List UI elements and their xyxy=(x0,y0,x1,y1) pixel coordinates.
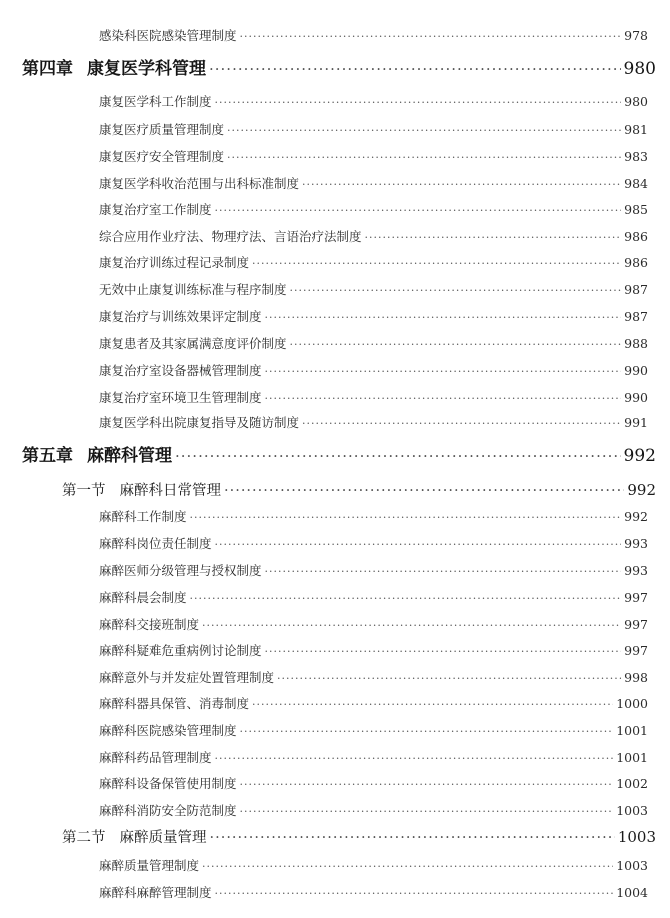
toc-title xyxy=(99,774,237,792)
toc-title xyxy=(99,856,199,874)
toc-title-text: 康复医疗安全管理制度 xyxy=(99,149,225,164)
dot-leader xyxy=(252,257,621,270)
toc-entry[interactable] xyxy=(99,26,648,46)
toc-entry[interactable] xyxy=(99,721,648,741)
toc-title-text: 麻醉科麻醉管理制度 xyxy=(99,885,212,900)
toc-title xyxy=(22,54,206,79)
toc-title xyxy=(99,413,299,431)
page-number: 987 xyxy=(624,309,648,324)
toc-title xyxy=(99,147,224,165)
toc-title-text: 麻醉科消防安全防范制度 xyxy=(99,803,237,818)
page-number: 990 xyxy=(624,363,648,378)
dot-leader xyxy=(365,231,622,244)
page-number: 986 xyxy=(624,255,648,270)
toc-entry[interactable] xyxy=(99,174,648,194)
toc-title-text: 麻醉科日常管理 xyxy=(119,483,221,499)
toc-entry[interactable] xyxy=(99,253,648,273)
page-number: 997 xyxy=(624,617,648,632)
toc-entry[interactable] xyxy=(99,307,648,327)
toc-entry[interactable] xyxy=(99,641,648,661)
dot-leader xyxy=(240,805,614,818)
page-number: 981 xyxy=(624,122,648,137)
page-number: 992 xyxy=(627,481,656,499)
toc-title xyxy=(99,280,287,298)
dot-leader xyxy=(209,60,621,78)
dot-leader xyxy=(210,830,615,846)
toc-entry[interactable] xyxy=(99,588,648,608)
toc-entry[interactable] xyxy=(99,615,648,635)
dot-leader xyxy=(215,204,622,217)
page-number: 986 xyxy=(624,229,648,244)
page-number: 997 xyxy=(624,643,648,658)
toc-chapter[interactable] xyxy=(22,441,656,467)
dot-leader xyxy=(190,511,622,524)
page-number: 1001 xyxy=(616,723,648,738)
toc-entry[interactable] xyxy=(99,120,648,140)
dot-leader xyxy=(265,365,622,378)
toc-title-text: 麻醉科器具保管、消毒制度 xyxy=(99,696,250,711)
toc-entry[interactable] xyxy=(99,413,648,433)
toc-title-text: 康复治疗与训练效果评定制度 xyxy=(99,309,262,324)
toc-title xyxy=(99,534,212,552)
toc-title-text: 康复患者及其家属满意度评价制度 xyxy=(99,336,287,351)
toc-title xyxy=(99,641,262,659)
page-number: 1003 xyxy=(616,858,648,873)
page-number: 1002 xyxy=(616,776,648,791)
page-number: 991 xyxy=(624,415,648,430)
toc-title-text: 麻醉医师分级管理与授权制度 xyxy=(99,563,262,578)
dot-leader xyxy=(190,592,622,605)
toc-entry[interactable] xyxy=(99,280,648,300)
toc-number: 第一节 xyxy=(62,483,106,499)
toc-title-text: 康复治疗室设备器械管理制度 xyxy=(99,363,262,378)
toc-title xyxy=(99,615,199,633)
dot-leader xyxy=(215,96,622,109)
toc-title xyxy=(99,361,262,379)
toc-entry[interactable] xyxy=(99,774,648,794)
dot-leader xyxy=(215,538,622,551)
toc-entry[interactable] xyxy=(99,801,648,821)
toc-title-text: 康复医学科工作制度 xyxy=(99,94,212,109)
dot-leader xyxy=(302,178,621,191)
toc-title-text: 综合应用作业疗法、物理疗法、言语治疗法制度 xyxy=(99,229,362,244)
toc-title xyxy=(99,507,187,525)
toc-title-text: 康复医疗质量管理制度 xyxy=(99,122,225,137)
toc-title xyxy=(99,388,262,406)
dot-leader xyxy=(227,151,621,164)
dot-leader xyxy=(224,483,624,499)
toc-title-text: 麻醉意外与并发症处置管理制度 xyxy=(99,670,275,685)
toc-title xyxy=(99,668,274,686)
toc-title-text: 康复医学科出院康复指导及随访制度 xyxy=(99,415,300,430)
toc-number: 第二节 xyxy=(62,830,106,846)
toc-title xyxy=(99,561,262,579)
toc-title xyxy=(99,253,249,271)
dot-leader xyxy=(265,311,622,324)
toc-title xyxy=(99,883,212,901)
page-number: 993 xyxy=(624,536,648,551)
toc-entry[interactable] xyxy=(99,883,648,903)
page-number: 993 xyxy=(624,563,648,578)
toc-title-text: 康复治疗室工作制度 xyxy=(99,202,212,217)
toc-title-text: 康复医学科管理 xyxy=(87,59,206,79)
dot-leader xyxy=(175,447,621,465)
page-number: 990 xyxy=(624,390,648,405)
page-number: 1001 xyxy=(616,750,648,765)
toc-entry[interactable] xyxy=(99,668,648,688)
dot-leader xyxy=(277,672,621,685)
toc-title xyxy=(99,227,362,245)
toc-title xyxy=(99,92,212,110)
toc-title xyxy=(99,200,212,218)
toc-title xyxy=(99,801,237,819)
toc-title-text: 麻醉科交接班制度 xyxy=(99,617,200,632)
toc-entry[interactable] xyxy=(99,748,648,768)
dot-leader xyxy=(240,778,614,791)
toc-number: 第四章 xyxy=(22,59,73,79)
toc-number: 第五章 xyxy=(22,446,73,466)
page-number: 983 xyxy=(624,149,648,164)
toc-entry[interactable] xyxy=(99,334,648,354)
toc-entry[interactable] xyxy=(99,361,648,381)
toc-title-text: 康复医学科收治范围与出科标准制度 xyxy=(99,176,300,191)
dot-leader xyxy=(215,887,614,900)
toc-title-text: 感染科医院感染管理制度 xyxy=(99,28,237,43)
toc-title xyxy=(99,748,212,766)
toc-title-text: 麻醉科晨会制度 xyxy=(99,590,187,605)
dot-leader xyxy=(302,417,621,430)
toc-title xyxy=(99,334,287,352)
toc-title xyxy=(99,307,262,325)
dot-leader xyxy=(202,619,621,632)
page-number: 1000 xyxy=(616,696,648,711)
toc-title-text: 麻醉质量管理制度 xyxy=(99,858,200,873)
dot-leader xyxy=(202,860,613,873)
dot-leader xyxy=(240,30,622,43)
dot-leader xyxy=(252,698,613,711)
toc-title xyxy=(22,441,172,466)
toc-section[interactable] xyxy=(62,826,656,848)
toc-entry[interactable] xyxy=(99,694,648,714)
toc-entry[interactable] xyxy=(99,200,648,220)
toc-title-text: 麻醉科岗位责任制度 xyxy=(99,536,212,551)
toc-title xyxy=(62,826,207,847)
toc-title xyxy=(99,120,224,138)
toc-entry[interactable] xyxy=(99,92,648,112)
page-number: 1004 xyxy=(616,885,648,900)
toc-chapter[interactable] xyxy=(22,54,656,80)
toc-title-text: 麻醉科设备保管使用制度 xyxy=(99,776,237,791)
page-number: 998 xyxy=(624,670,648,685)
dot-leader xyxy=(240,725,614,738)
page-number: 987 xyxy=(624,282,648,297)
dot-leader xyxy=(265,392,622,405)
page-number: 980 xyxy=(624,94,648,109)
toc-title-text: 无效中止康复训练标准与程序制度 xyxy=(99,282,287,297)
toc-title xyxy=(99,26,237,44)
page-number: 984 xyxy=(624,176,648,191)
toc-title xyxy=(99,588,187,606)
page-number: 978 xyxy=(624,28,648,43)
page-number: 985 xyxy=(624,202,648,217)
page-number: 997 xyxy=(624,590,648,605)
toc-entry[interactable] xyxy=(99,388,648,408)
page-number: 1003 xyxy=(616,803,648,818)
toc-title xyxy=(99,174,299,192)
dot-leader xyxy=(290,338,622,351)
dot-leader xyxy=(265,565,622,578)
page-number: 992 xyxy=(624,509,648,524)
page-number: 980 xyxy=(623,59,656,79)
toc-title xyxy=(99,694,249,712)
dot-leader xyxy=(227,124,621,137)
toc-title xyxy=(62,479,221,500)
toc-title-text: 麻醉质量管理 xyxy=(119,830,207,846)
toc-title-text: 康复治疗训练过程记录制度 xyxy=(99,255,250,270)
toc-title-text: 麻醉科医院感染管理制度 xyxy=(99,723,237,738)
toc-title-text: 麻醉科药品管理制度 xyxy=(99,750,212,765)
dot-leader xyxy=(290,284,622,297)
page-number: 988 xyxy=(624,336,648,351)
page-number: 1003 xyxy=(617,828,656,846)
toc-title-text: 麻醉科疑难危重病例讨论制度 xyxy=(99,643,262,658)
toc-section[interactable] xyxy=(62,479,656,501)
toc-title-text: 麻醉科管理 xyxy=(87,446,172,466)
page-number: 992 xyxy=(623,446,656,466)
toc-title-text: 康复治疗室环境卫生管理制度 xyxy=(99,390,262,405)
toc-entry[interactable] xyxy=(99,534,648,554)
toc-entry[interactable] xyxy=(99,507,648,527)
dot-leader xyxy=(215,752,614,765)
toc-entry[interactable] xyxy=(99,147,648,167)
toc-title xyxy=(99,721,237,739)
toc-entry[interactable] xyxy=(99,856,648,876)
toc-entry[interactable] xyxy=(99,227,648,247)
toc-entry[interactable] xyxy=(99,561,648,581)
dot-leader xyxy=(265,645,622,658)
toc-title-text: 麻醉科工作制度 xyxy=(99,509,187,524)
